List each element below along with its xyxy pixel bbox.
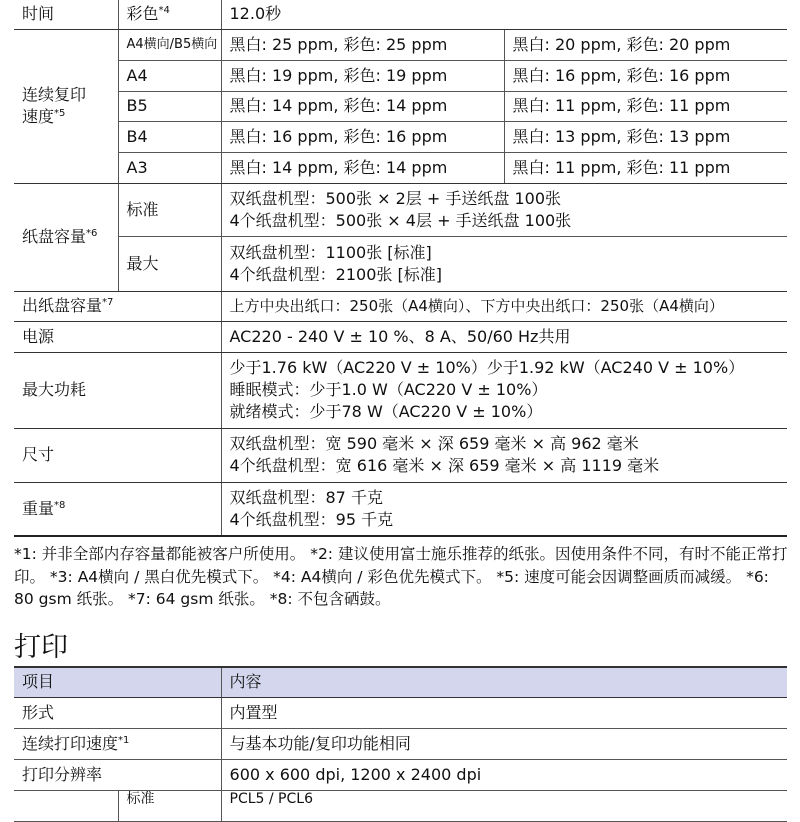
row-label: 打印分辨率 [14, 759, 221, 790]
tray-standard-label: 标准 [118, 183, 221, 236]
max-power-label: 最大功耗 [14, 352, 221, 428]
copy-speed-label: 连续复印 速度$^{*5}$ [14, 29, 118, 183]
tray-max-label: 最大 [118, 236, 221, 291]
output-tray-value: 上方中央出纸口：250张（A4横向）、下方中央出纸口：250张（A4横向） [221, 291, 787, 321]
tray-standard-row [14, 183, 787, 236]
max-power-value: 少于1.76 kW（AC220 V ± 10%）少于1.92 kW（AC240 V ± 10%） 睡眠模式：少于1.0 W（AC220 V ± 10%） 就绪模式：少于78 W（AC220 V ± 10%） [221, 352, 787, 428]
row-sub-label: 标准 [118, 790, 221, 821]
copy-speed-row [14, 91, 787, 121]
footnotes: *1: 并非全部内存容量都能被客户所使用。 *2: 建议使用富士施乐推荐的纸张。因使用条件不同，有时不能正常打印。 *3: A4横向 / 黑白优先模式下。 *4: A4横向 / 彩色优先模式下。 *5: 速度可能会因调整画质而减缓。 *6: 80 gsm 纸张。 *7: 64 gsm 纸张。 *8: 不包含硒鼓。 [14, 545, 788, 608]
row-value: 600 x 600 dpi, 1200 x 2400 dpi [221, 759, 787, 790]
tray-max-value: 双纸盘机型：1100张 [标准] 4个纸盘机型：2100张 [标准] [221, 236, 787, 291]
dimensions-label: 尺寸 [14, 428, 221, 482]
weight-value: 双纸盘机型：87 千克 4个纸盘机型：95 千克 [221, 482, 787, 536]
weight-label: 重量$^{*8}$ [14, 482, 221, 536]
speed-value-a: 黑白: 19 ppm, 彩色: 19 ppm [221, 60, 504, 91]
time-sub-label: 彩色$^{*4}$ [118, 0, 221, 29]
print-spec-table [14, 666, 787, 822]
copy-speed-row [14, 60, 787, 91]
table-row [14, 790, 787, 821]
row-value: 与基本功能/复印功能相同 [221, 728, 787, 759]
speed-value-b: 黑白: 11 ppm, 彩色: 11 ppm [504, 152, 787, 183]
speed-value-a: 黑白: 14 ppm, 彩色: 14 ppm [221, 91, 504, 121]
speed-value-b: 黑白: 20 ppm, 彩色: 20 ppm [504, 29, 787, 60]
copy-speed-row [14, 29, 787, 60]
copy-speed-row [14, 121, 787, 152]
time-row [14, 0, 787, 29]
speed-value-a: 黑白: 25 ppm, 彩色: 25 ppm [221, 29, 504, 60]
tray-standard-value: 双纸盘机型：500张 × 2层 + 手送纸盘 100张 4个纸盘机型：500张 × 4层 + 手送纸盘 100张 [221, 183, 787, 236]
table-row [14, 697, 787, 728]
section-title-print: 打印 [14, 632, 68, 663]
power-value: AC220 - 240 V ± 10 %、8 A、50/60 Hz共用 [221, 321, 787, 352]
table-row [14, 759, 787, 790]
dimensions-value: 双纸盘机型：宽 590 毫米 × 深 659 毫米 × 高 962 毫米 4个纸盘机型：宽 616 毫米 × 深 659 毫米 × 高 1119 毫米 [221, 428, 787, 482]
output-tray-label: 出纸盘容量$^{*7}$ [14, 291, 221, 321]
power-label: 电源 [14, 321, 221, 352]
speed-value-a: 黑白: 16 ppm, 彩色: 16 ppm [221, 121, 504, 152]
table-header-row [14, 667, 787, 697]
header-item: 项目 [14, 667, 221, 697]
output-tray-row [14, 291, 787, 321]
speed-value-a: 黑白: 14 ppm, 彩色: 14 ppm [221, 152, 504, 183]
paper-size: A4横向/B5横向 [118, 29, 221, 60]
speed-value-b: 黑白: 11 ppm, 彩色: 11 ppm [504, 91, 787, 121]
paper-size: A4 [118, 60, 221, 91]
tray-capacity-label: 纸盘容量$^{*6}$ [14, 183, 118, 291]
speed-value-b: 黑白: 13 ppm, 彩色: 13 ppm [504, 121, 787, 152]
dimensions-row [14, 428, 787, 482]
header-content: 内容 [221, 667, 787, 697]
paper-size: B4 [118, 121, 221, 152]
table-row [14, 728, 787, 759]
specification-table [14, 0, 787, 537]
time-label: 时间 [14, 0, 118, 29]
tray-max-row [14, 236, 787, 291]
paper-size: A3 [118, 152, 221, 183]
weight-row [14, 482, 787, 536]
speed-value-b: 黑白: 16 ppm, 彩色: 16 ppm [504, 60, 787, 91]
paper-size: B5 [118, 91, 221, 121]
max-power-row [14, 352, 787, 428]
row-value: 内置型 [221, 697, 787, 728]
row-label: 形式 [14, 697, 221, 728]
copy-speed-row [14, 152, 787, 183]
row-value: PCL5 / PCL6 [221, 790, 787, 821]
time-value: 12.0秒 [221, 0, 787, 29]
power-row [14, 321, 787, 352]
row-label: 连续打印速度$^{*1}$ [14, 728, 221, 759]
